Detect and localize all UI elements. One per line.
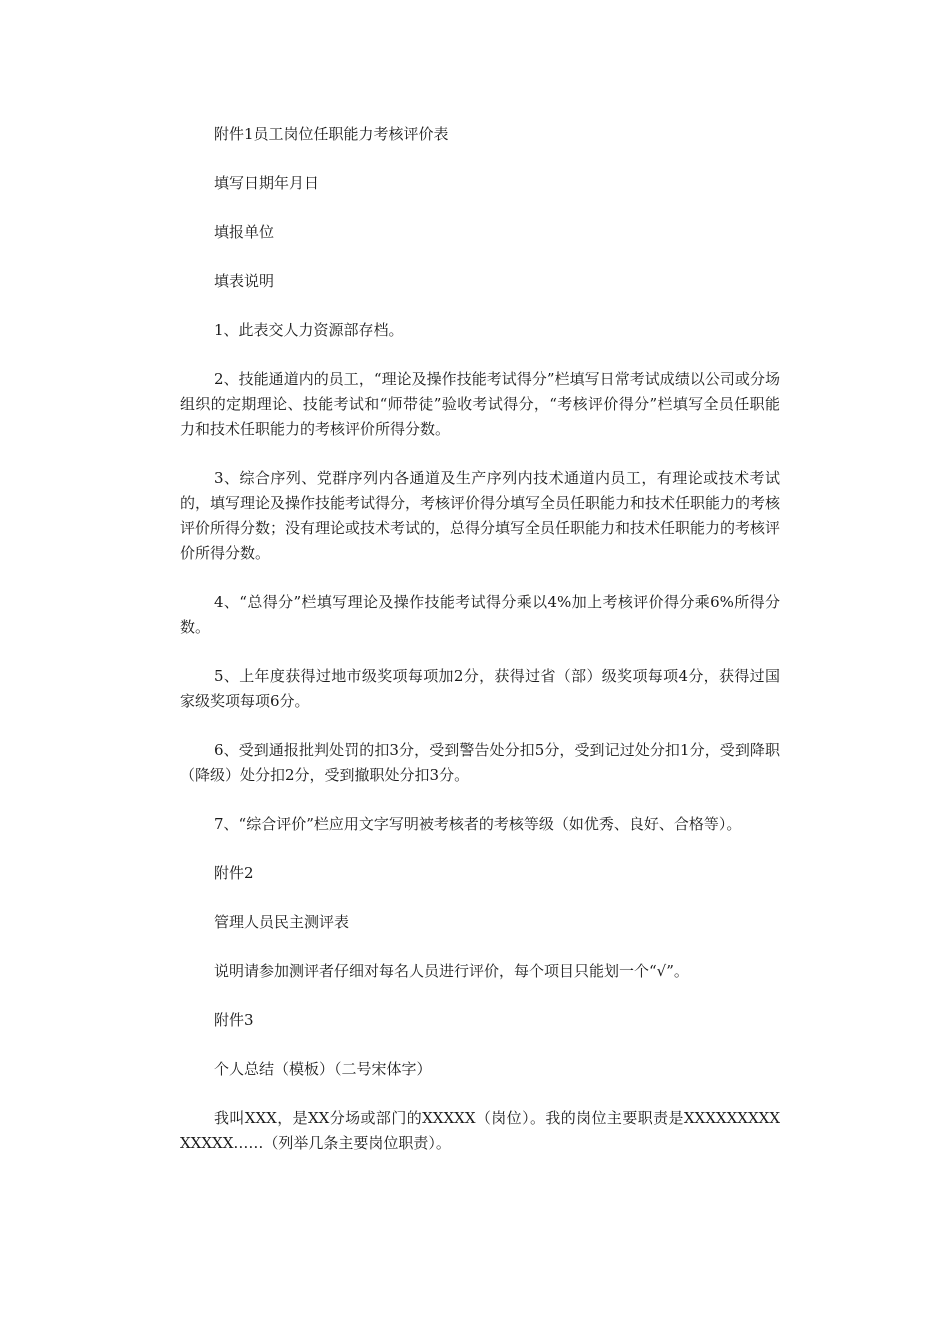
reporting-unit-line: 填报单位 bbox=[214, 223, 275, 241]
fill-date-line: 填写日期年月日 bbox=[214, 174, 320, 192]
instructions-heading: 填表说明 bbox=[214, 272, 275, 290]
document-page bbox=[180, 122, 780, 1180]
attachment-2-title: 管理人员民主测评表 bbox=[214, 913, 350, 931]
instruction-item-2: 2、技能通道内的员工，“理论及操作技能考试得分”栏填写日常考试成绩以公司或分场组织的定期理论、技能考试和“师带徒”验收考试得分，“考核评价得分”栏填写全员任职能力和技术任职能力的考核评价所得分数。 bbox=[180, 370, 780, 438]
instruction-item-4: 4、“总得分”栏填写理论及操作技能考试得分乘以4%加上考核评价得分乘6%所得分数。 bbox=[180, 593, 780, 636]
attachment-2-label: 附件2 bbox=[214, 864, 254, 882]
attachment-3-title: 个人总结（模板）（二号宋体字） bbox=[214, 1060, 432, 1078]
instruction-item-1: 1、此表交人力资源部存档。 bbox=[214, 321, 404, 339]
instruction-item-6: 6、受到通报批判处罚的扣3分，受到警告处分扣5分，受到记过处分扣1分，受到降职（降级）处分扣2分，受到撤职处分扣3分。 bbox=[180, 741, 780, 784]
instruction-item-3: 3、综合序列、党群序列内各通道及生产序列内技术通道内员工，有理论或技术考试的，填写理论及操作技能考试得分，考核评价得分填写全员任职能力和技术任职能力的考核评价所得分数；没有理论或技术考试的，总得分填写全员任职能力和技术任职能力的考核评价所得分数。 bbox=[180, 469, 781, 562]
attachment-2-note: 说明请参加测评者仔细对每名人员进行评价，每个项目只能划一个“√”。 bbox=[214, 962, 689, 980]
summary-template-body: 我叫XXX，是XX分场或部门的XXXXX（岗位）。我的岗位主要职责是XXXXXXXXXXXXXX……（列举几条主要岗位职责）。 bbox=[180, 1109, 780, 1152]
attachment-3-label: 附件3 bbox=[214, 1011, 254, 1029]
instruction-item-5: 5、上年度获得过地市级奖项每项加2分，获得过省（部）级奖项每项4分，获得过国家级奖项每项6分。 bbox=[180, 667, 780, 710]
attachment-1-title: 附件1员工岗位任职能力考核评价表 bbox=[214, 125, 449, 143]
instruction-item-7: 7、“综合评价”栏应用文字写明被考核者的考核等级（如优秀、良好、合格等）。 bbox=[214, 815, 742, 833]
